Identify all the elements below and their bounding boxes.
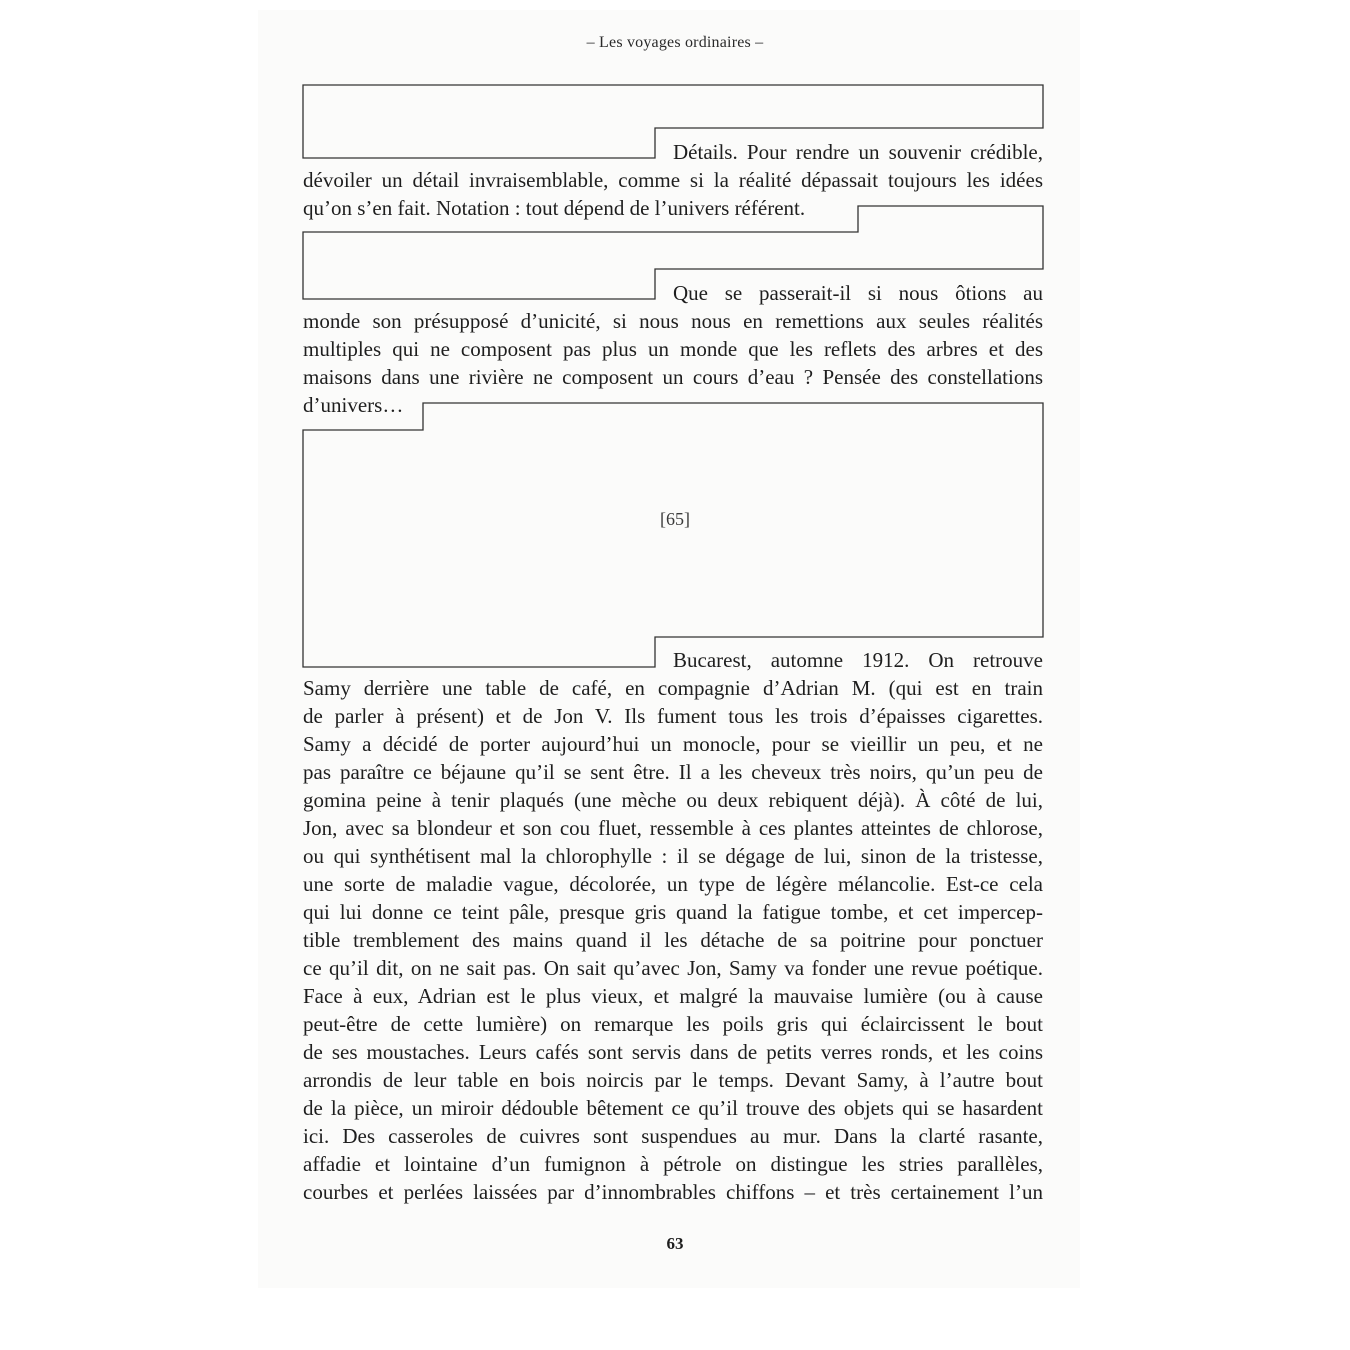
- text-line: Détails. Pour rendre un souvenir crédible,: [673, 140, 1043, 164]
- text-line: peut-être de cette lumière) on remarque les poils gris qui éclaircissent le bout: [303, 1012, 1043, 1036]
- text-line: de ses moustaches. Leurs cafés sont servis dans de petits verres ronds, et les coins: [303, 1040, 1043, 1064]
- text-line: qui lui donne ce teint pâle, presque gris quand la fatigue tombe, et cet impercep-: [303, 900, 1043, 924]
- text-line: dévoiler un détail invraisemblable, comme si la réalité dépassait toujours les idées: [303, 168, 1043, 192]
- running-header: – Les voyages ordinaires –: [586, 34, 764, 51]
- text-line: Que se passerait-il si nous ôtions au: [673, 281, 1043, 305]
- text-line: gomina peine à tenir plaqués (une mèche ou deux rebiquent déjà). À côté de lui,: [303, 788, 1043, 812]
- text-line: de parler à présent) et de Jon V. Ils fument tous les trois d’épaisses cigarettes.: [303, 704, 1043, 728]
- text-line: affadie et lointaine d’un fumignon à pétrole on distingue les stries parallèles,: [303, 1152, 1043, 1176]
- text-line: monde son présupposé d’unicité, si nous nous en remettions aux seules réalités: [303, 309, 1043, 333]
- text-line: maisons dans une rivière ne composent un cours d’eau ? Pensée des constellations: [303, 365, 1043, 389]
- text-line: ce qu’il dit, on ne sait pas. On sait qu’avec Jon, Samy va fonder une revue poétique.: [303, 956, 1043, 980]
- text-line: Bucarest, automne 1912. On retrouve: [673, 648, 1043, 672]
- text-line: arrondis de leur table en bois noircis par le temps. Devant Samy, à l’autre bout: [303, 1068, 1043, 1092]
- text-line: Face à eux, Adrian est le plus vieux, et malgré la mauvaise lumière (ou à cause: [303, 984, 1043, 1008]
- blank-frame-3: [303, 403, 1043, 667]
- text-line: qu’on s’en fait. Notation : tout dépend de l’univers référent.: [303, 196, 806, 220]
- text-line: de la pièce, un miroir dédouble bêtement ce qu’il trouve des objets qui se hasardent: [303, 1096, 1043, 1120]
- text-line: pas paraître ce béjaune qu’il se sent être. Il a les cheveux très noirs, qu’un peu de: [303, 760, 1043, 784]
- text-line: ou qui synthétisent mal la chlorophylle : il se dégage de lui, sinon de la tristesse,: [303, 844, 1043, 868]
- text-line: courbes et perlées laissées par d’innombrables chiffons – et très certainement l’un: [303, 1180, 1043, 1204]
- text-line: une sorte de maladie vague, décolorée, un type de légère mélancolie. Est-ce cela: [303, 872, 1043, 896]
- text-line: Samy derrière une table de café, en compagnie d’Adrian M. (qui est en train: [303, 676, 1043, 700]
- page-reference-placeholder: [65]: [660, 509, 690, 529]
- text-line: ici. Des casseroles de cuivres sont suspendues au mur. Dans la clarté rasante,: [303, 1124, 1043, 1148]
- text-line: tible tremblement des mains quand il les détache de sa poitrine pour ponctuer: [303, 928, 1043, 952]
- text-line: Samy a décidé de porter aujourd’hui un monocle, pour se vieillir un peu, et ne: [303, 732, 1043, 756]
- page-number: 63: [666, 1234, 684, 1253]
- text-line: multiples qui ne composent pas plus un monde que les reflets des arbres et des: [303, 337, 1043, 361]
- text-line: d’univers…: [303, 393, 404, 417]
- text-line: Jon, avec sa blondeur et son cou fluet, ressemble à ces plantes atteintes de chlorose,: [303, 816, 1043, 840]
